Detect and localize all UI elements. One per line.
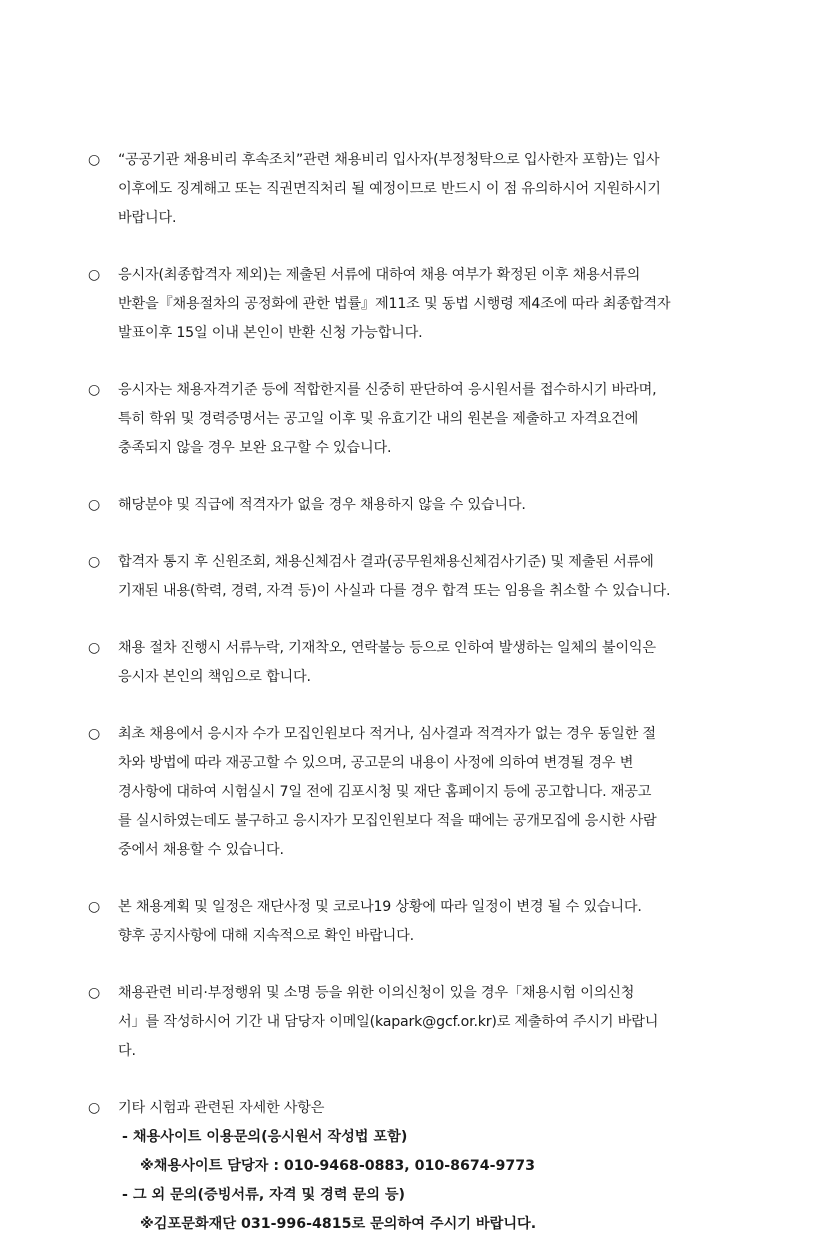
contact-detail-site: ※채용사이트 담당자 : 010-9468-0883, 010-8674-9773 <box>140 1158 535 1174</box>
circle-bullet-icon: ○ <box>88 985 101 1001</box>
notice-item-7 <box>88 720 788 865</box>
notice-item-2 <box>88 261 788 348</box>
contact-detail-other: ※김포문화재단 031-996-4815로 문의하여 주시기 바랍니다. <box>140 1216 537 1232</box>
item-text: 기타 시험과 관련된 자세한 사항은 <box>118 1100 325 1116</box>
item-text: 합격자 통지 후 신원조회, 채용신체검사 결과(공무원채용신체검사기준) 및 제출된 서류에 기재된 내용(학력, 경력, 자격 등)이 사실과 다를 경우 합격 또는 임용을 취소할 수 있습니다. <box>118 554 671 599</box>
notice-item-6 <box>88 634 788 692</box>
circle-bullet-icon: ○ <box>88 382 101 398</box>
item-text: 최초 채용에서 응시자 수가 모집인원보다 적거나, 심사결과 적격자가 없는 경우 동일한 절 차와 방법에 따라 재공고할 수 있으며, 공고문의 내용이 사정에 의하여 변경될 경우 변 경사항에 대하여 시험실시 7일 전에 김포시청 및 재단 홈페이지 등에 공고합니다. 재공고 를 실시하였는데도 불구하고 응시자가 모집인원보다 적을 때에는 공개모집에 응시한 사람 중에서 채용할 수 있습니다. <box>118 726 657 858</box>
item-text: 본 채용계획 및 일정은 재단사정 및 코로나19 상황에 따라 일정이 변경 될 수 있습니다. 향후 공지사항에 대해 지속적으로 확인 바랍니다. <box>118 899 642 944</box>
circle-bullet-icon: ○ <box>88 497 101 513</box>
notice-item-10 <box>88 1094 788 1123</box>
notice-list <box>88 146 788 1239</box>
notice-item-8 <box>88 893 788 951</box>
notice-item-9 <box>88 979 788 1066</box>
notice-item-3 <box>88 376 788 463</box>
item-text: 해당분야 및 직급에 적격자가 없을 경우 채용하지 않을 수 있습니다. <box>118 497 526 513</box>
circle-bullet-icon: ○ <box>88 1100 101 1116</box>
item-text: 채용관련 비리·부정행위 및 소명 등을 위한 이의신청이 있을 경우「채용시험 이의신청 서」를 작성하시어 기간 내 담당자 이메일(kapark@gcf.or.kr)로 제출하여 주시기 바랍니 다. <box>118 985 659 1059</box>
contact-heading-site: - 채용사이트 이용문의(응시원서 작성법 포함) <box>122 1129 408 1145</box>
item-text: 응시자(최종합격자 제외)는 제출된 서류에 대하여 채용 여부가 확정된 이후 채용서류의 반환을『채용절차의 공정화에 관한 법률』제11조 및 동법 시행령 제4조에 따라 최종합격자 발표이후 15일 이내 본인이 반환 신청 가능합니다. <box>118 267 671 341</box>
circle-bullet-icon: ○ <box>88 640 101 656</box>
notice-item-1 <box>88 146 788 233</box>
notice-item-5 <box>88 548 788 606</box>
circle-bullet-icon: ○ <box>88 267 101 283</box>
circle-bullet-icon: ○ <box>88 726 101 742</box>
circle-bullet-icon: ○ <box>88 554 101 570</box>
item-text: “공공기관 채용비리 후속조치”관련 채용비리 입사자(부정청탁으로 입사한자 포함)는 입사 이후에도 징계해고 또는 직권면직처리 될 예정이므로 반드시 이 점 유의하시어 지원하시기 바랍니다. <box>118 152 661 226</box>
circle-bullet-icon: ○ <box>88 899 101 915</box>
item-text: 채용 절차 진행시 서류누락, 기재착오, 연락불능 등으로 인하여 발생하는 일체의 불이익은 응시자 본인의 책임으로 합니다. <box>118 640 656 685</box>
contact-heading-other: - 그 외 문의(증빙서류, 자격 및 경력 문의 등) <box>122 1187 406 1203</box>
item-text: 응시자는 채용자격기준 등에 적합한지를 신중히 판단하여 응시원서를 접수하시기 바라며, 특히 학위 및 경력증명서는 공고일 이후 및 유효기간 내의 원본을 제출하고 자격요건에 충족되지 않을 경우 보완 요구할 수 있습니다. <box>118 382 657 456</box>
notice-item-4 <box>88 491 788 520</box>
circle-bullet-icon: ○ <box>88 152 101 168</box>
